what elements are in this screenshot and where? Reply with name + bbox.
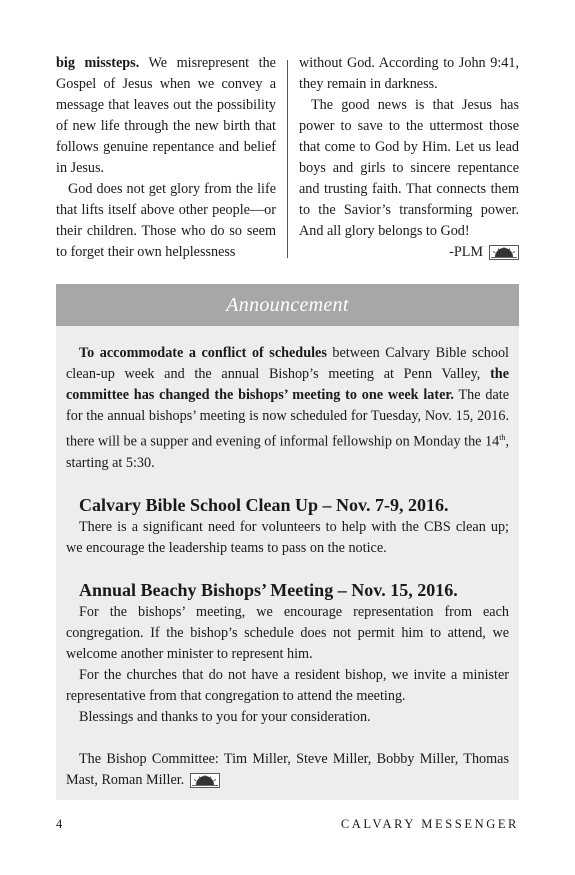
publication-title: CALVARY MESSENGER bbox=[340, 817, 519, 831]
cleanup-title: Calvary Bible School Clean Up – Nov. 7-9, 2016. bbox=[79, 494, 449, 515]
author-signature: -PLM bbox=[299, 242, 519, 263]
meeting-paragraph-2: For the churches that do not have a resident bishop, we invite a minister representative from that congregation to attend the meeting. bbox=[66, 666, 509, 704]
page-number: 4 bbox=[56, 817, 63, 831]
column-divider bbox=[287, 60, 288, 258]
announcement-heading: Announcement bbox=[56, 284, 519, 326]
left-column bbox=[56, 53, 276, 263]
sunrise-icon bbox=[489, 245, 519, 260]
sunrise-icon bbox=[190, 773, 220, 788]
lead-bold-phrase: big missteps. bbox=[56, 55, 140, 71]
right-column bbox=[299, 53, 519, 263]
left-paragraph-2: God does not get glory from the life that lifts itself above other people—or their children. Those who do so seem to forget their own helplessness bbox=[56, 181, 276, 260]
article-columns bbox=[56, 53, 519, 258]
announcement-box bbox=[56, 284, 519, 800]
meeting-title: Annual Beachy Bishops’ Meeting – Nov. 15, 2016. bbox=[79, 579, 458, 600]
meeting-paragraph-1: For the bishops’ meeting, we encourage representation from each congregation. If the bishop’s schedule does not permit him to attend, we welcome another minister to represent him. bbox=[66, 603, 509, 662]
left-paragraph-1: big missteps. We misrepresent the Gospel of Jesus when we convey a message that leaves out the possibility of new life through the new birth that follows genuine repentance and belief in Jesus. bbox=[56, 55, 276, 176]
meeting-paragraph-3: Blessings and thanks to you for your consideration. bbox=[79, 708, 371, 725]
committee-signature: The Bishop Committee: Tim Miller, Steve Miller, Bobby Miller, Thomas Mast, Roman Miller. bbox=[66, 750, 509, 788]
announcement-body bbox=[56, 326, 519, 791]
announcement-intro: To accommodate a conflict of schedules between Calvary Bible school clean-up week and the annual Bishop’s meeting at Penn Valley, the committee has changed the bishops’ meeting to one week later. The date for the annual bishops’ meeting is now scheduled for Tuesday, Nov. 15, 2016. there will be a supper and evening of informal fellowship on Monday the 14th, starting at 5:30. bbox=[66, 345, 509, 471]
cleanup-text: There is a significant need for volunteers to help with the CBS clean up; we encourage the leadership teams to pass on the notice. bbox=[66, 518, 509, 556]
right-paragraph-1: without God. According to John 9:41, they remain in darkness. bbox=[299, 55, 519, 92]
right-paragraph-2: The good news is that Jesus has power to save to the uttermost those that come to God by Him. Let us lead boys and girls to sincere repentance and trusting faith. That connects them to the Savior’s transforming power. And all glory belongs to God! bbox=[299, 97, 519, 239]
